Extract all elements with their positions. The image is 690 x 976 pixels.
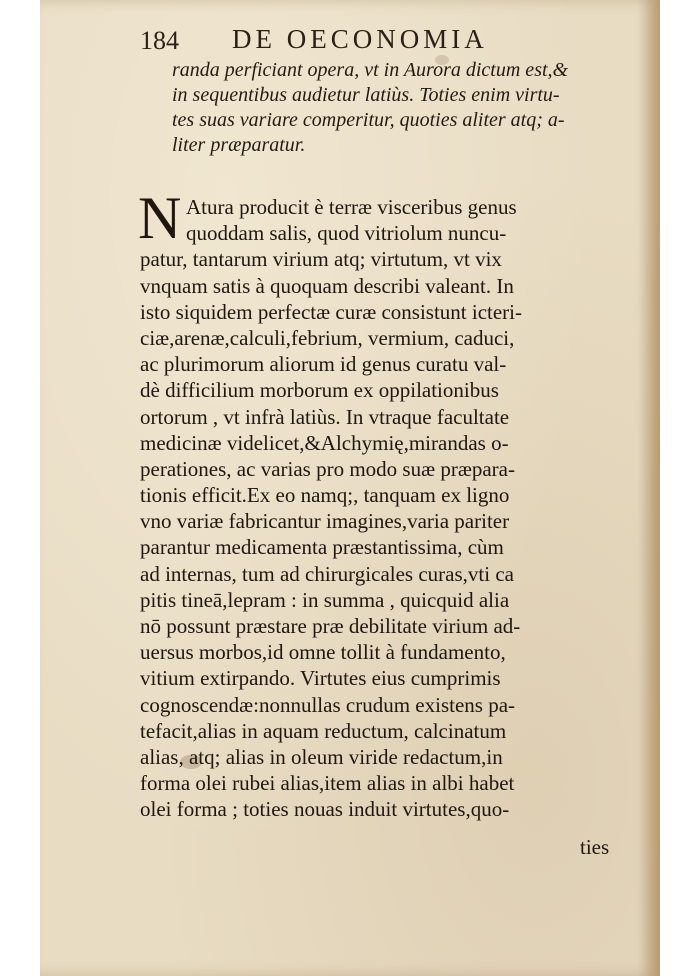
text-line: ortorum , vt infrà latiùs. In vtraque facultate (140, 404, 510, 429)
text-line: ciæ,arenæ,calculi,febrium, vermium, caduci, (140, 325, 515, 350)
text-line: parantur medicamenta præstantissima, cùm (140, 535, 504, 560)
text-line: vitium extirpando. Virtutes eius cumprimis (140, 666, 501, 691)
text-line: vno variæ fabricantur imagines,varia pariter (140, 509, 510, 534)
text-line: perationes, ac varias pro modo suæ præpara- (140, 456, 515, 481)
running-head: DE OECONOMIA (232, 24, 488, 54)
text-line: Atura producit è terræ visceribus genus (186, 195, 517, 219)
text-line: tefacit,alias in aquam reductum, calcinatum (140, 718, 507, 743)
text-line: dè difficilium morborum ex oppilationibus (140, 378, 499, 403)
text-line: medicinæ videlicet,&Alchymię,mirandas o- (140, 430, 509, 455)
text-line: quoddam salis, quod vitriolum nuncu- (186, 221, 507, 246)
text-line: forma olei rubei alias,item alias in albi habet (140, 771, 515, 796)
text-line: isto siquidem perfectæ curæ consistunt icteri- (140, 299, 522, 324)
text-line: in sequentibus audietur latiùs. Toties enim virtu- (172, 84, 560, 106)
text-line: liter præparatur. (172, 134, 306, 156)
italic-intro-block (172, 58, 632, 158)
text-line: nō possunt præstare præ debilitate virium ad- (140, 614, 521, 638)
text-line: pitis tineā,lepram : in summa , quicquid alia (140, 587, 510, 612)
page-edge-shadow (638, 0, 660, 976)
text-line: uersus morbos,id omne tollit à fundamento, (140, 640, 506, 665)
page-number: 184 (140, 26, 179, 55)
page-header (140, 22, 580, 56)
catchword: ties (580, 835, 610, 859)
text-line: vnquam satis à quoquam describi valeant. In (140, 273, 514, 298)
text-line: randa perficiant opera, vt in Aurora dictum est,& (172, 59, 569, 81)
text-line: tionis efficit.Ex eo namq;, tanquam ex ligno (140, 483, 510, 508)
text-line: alias, atq; alias in oleum viride redactum,in (140, 744, 503, 769)
text-line: patur, tantarum virium atq; virtutum, vt vix (140, 247, 502, 272)
main-paragraph (138, 185, 632, 823)
drop-cap: N (138, 185, 182, 251)
text-line: tes suas variare comperitur, quoties aliter atq; a- (172, 109, 565, 131)
text-line: olei forma ; toties nouas induit virtutes,quo- (140, 797, 510, 822)
text-line: ac plurimorum aliorum id genus curatu val- (140, 352, 507, 377)
text-line: ad internas, tum ad chirurgicales curas,vti ca (140, 561, 514, 586)
text-line: cognoscendæ:nonnullas crudum existens pa- (140, 692, 516, 717)
